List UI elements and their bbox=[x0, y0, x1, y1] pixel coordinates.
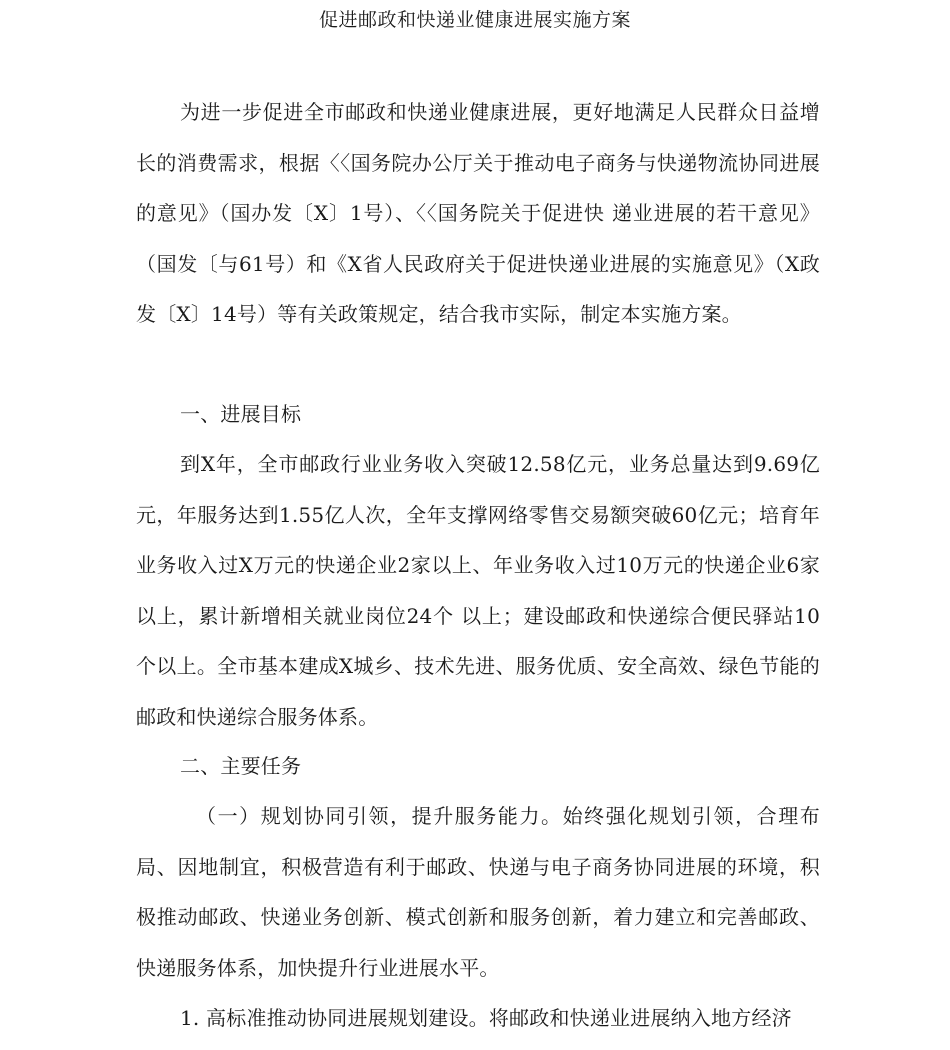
section-heading-goals: 一、进展目标 bbox=[180, 402, 302, 426]
item-1-paragraph: 1. 高标准推动协同进展规划建设。将邮政和快递业进展纳入地方经济 bbox=[180, 1006, 792, 1030]
intro-paragraph: 为进一步促进全市邮政和快递业健康进展，更好地满足人民群众日益增长的消费需求，根据〈〈国务院办公厅关于推动电子商务与快递物流协同进展的意见》（国办发〔X〕1号）、〈〈国务院关于促进快 递业进展的若干意见》（国发〔与61号）和《X省人民政府关于促进快递业进展的实施意见》（X政发〔X〕14号）等有关政策规定，结合我市实际，制定本实施方案。 bbox=[136, 100, 820, 326]
section-heading-tasks: 二、主要任务 bbox=[180, 754, 302, 778]
task-1-paragraph: （一）规划协同引领，提升服务能力。始终强化规划引领，合理布局、因地制宜，积极营造有利于邮政、快递与电子商务协同进展的环境，积极推动邮政、快递业务创新、模式创新和服务创新，着力建立和完善邮政、快递服务体系，加快提升行业进展水平。 bbox=[136, 804, 820, 980]
item-1-container bbox=[136, 993, 820, 1050]
goals-paragraph: 到X年，全市邮政行业业务收入突破12.58亿元，业务总量达到9.69亿元，年服务达到1.55亿人次，全年支撑网络零售交易额突破60亿元；培育年业务收入过X万元的快递企业2家以上、年业务收入过10万元的快递企业6家以上，累计新增相关就业岗位24个 以上；建设邮政和快递综合便民驿站10个以上。全市基本建成X城乡、技术先进、服务优质、安全高效、绿色节能的邮政和快递综合服务体系。 bbox=[136, 452, 820, 729]
document-title: 促进邮政和快递业健康进展实施方案 bbox=[318, 9, 631, 31]
